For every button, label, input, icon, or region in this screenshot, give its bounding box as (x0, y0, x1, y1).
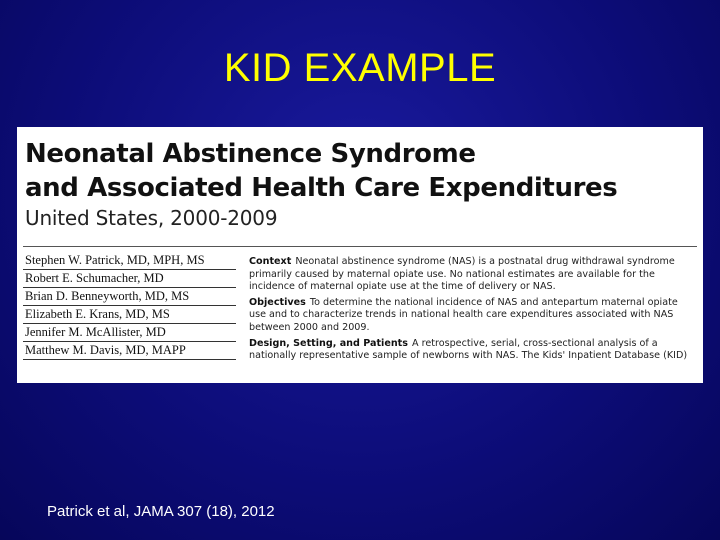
abstract-section-objectives (249, 297, 695, 335)
author-name: Elizabeth E. Krans, MD, MS (23, 306, 236, 324)
abstract-text: To determine the national incidence of NAS and antepartum maternal opiate use and to characterize trends in national health care expenditures associated with NAS between 2000 and 2009. (249, 296, 678, 333)
abstract-section-context (249, 256, 695, 294)
article-title-line-1: Neonatal Abstinence Syndrome (25, 139, 476, 169)
article-excerpt (17, 127, 703, 383)
abstract (249, 256, 695, 366)
article-title (25, 137, 617, 205)
slide-title: KID EXAMPLE (223, 46, 497, 90)
divider (23, 246, 697, 247)
abstract-text: A retrospective, serial, cross-sectional analysis of a nationally representative sample of newborns with NAS. The Kids' Inpatient Database (KID) (249, 337, 688, 362)
abstract-section-design (249, 338, 695, 363)
author-name: Jennifer M. McAllister, MD (23, 324, 236, 342)
abstract-label: Objectives (249, 296, 306, 308)
author-name: Brian D. Benneyworth, MD, MS (23, 288, 236, 306)
citation: Patrick et al, JAMA 307 (18), 2012 (47, 503, 275, 520)
author-name: Matthew M. Davis, MD, MAPP (23, 342, 236, 360)
abstract-text: Neonatal abstinence syndrome (NAS) is a postnatal drug withdrawal syndrome primarily caused by maternal opiate use. No national estimates are available for the incidence of maternal opiate use at the time of delivery or NAS. (249, 256, 675, 293)
article-subtitle: United States, 2000-2009 (25, 206, 278, 230)
author-name: Robert E. Schumacher, MD (23, 270, 236, 288)
author-list (23, 252, 236, 360)
abstract-label: Design, Setting, and Patients (249, 337, 408, 349)
abstract-label: Context (249, 256, 292, 267)
article-title-line-2: and Associated Health Care Expenditures (25, 173, 618, 203)
author-name: Stephen W. Patrick, MD, MPH, MS (23, 252, 236, 270)
